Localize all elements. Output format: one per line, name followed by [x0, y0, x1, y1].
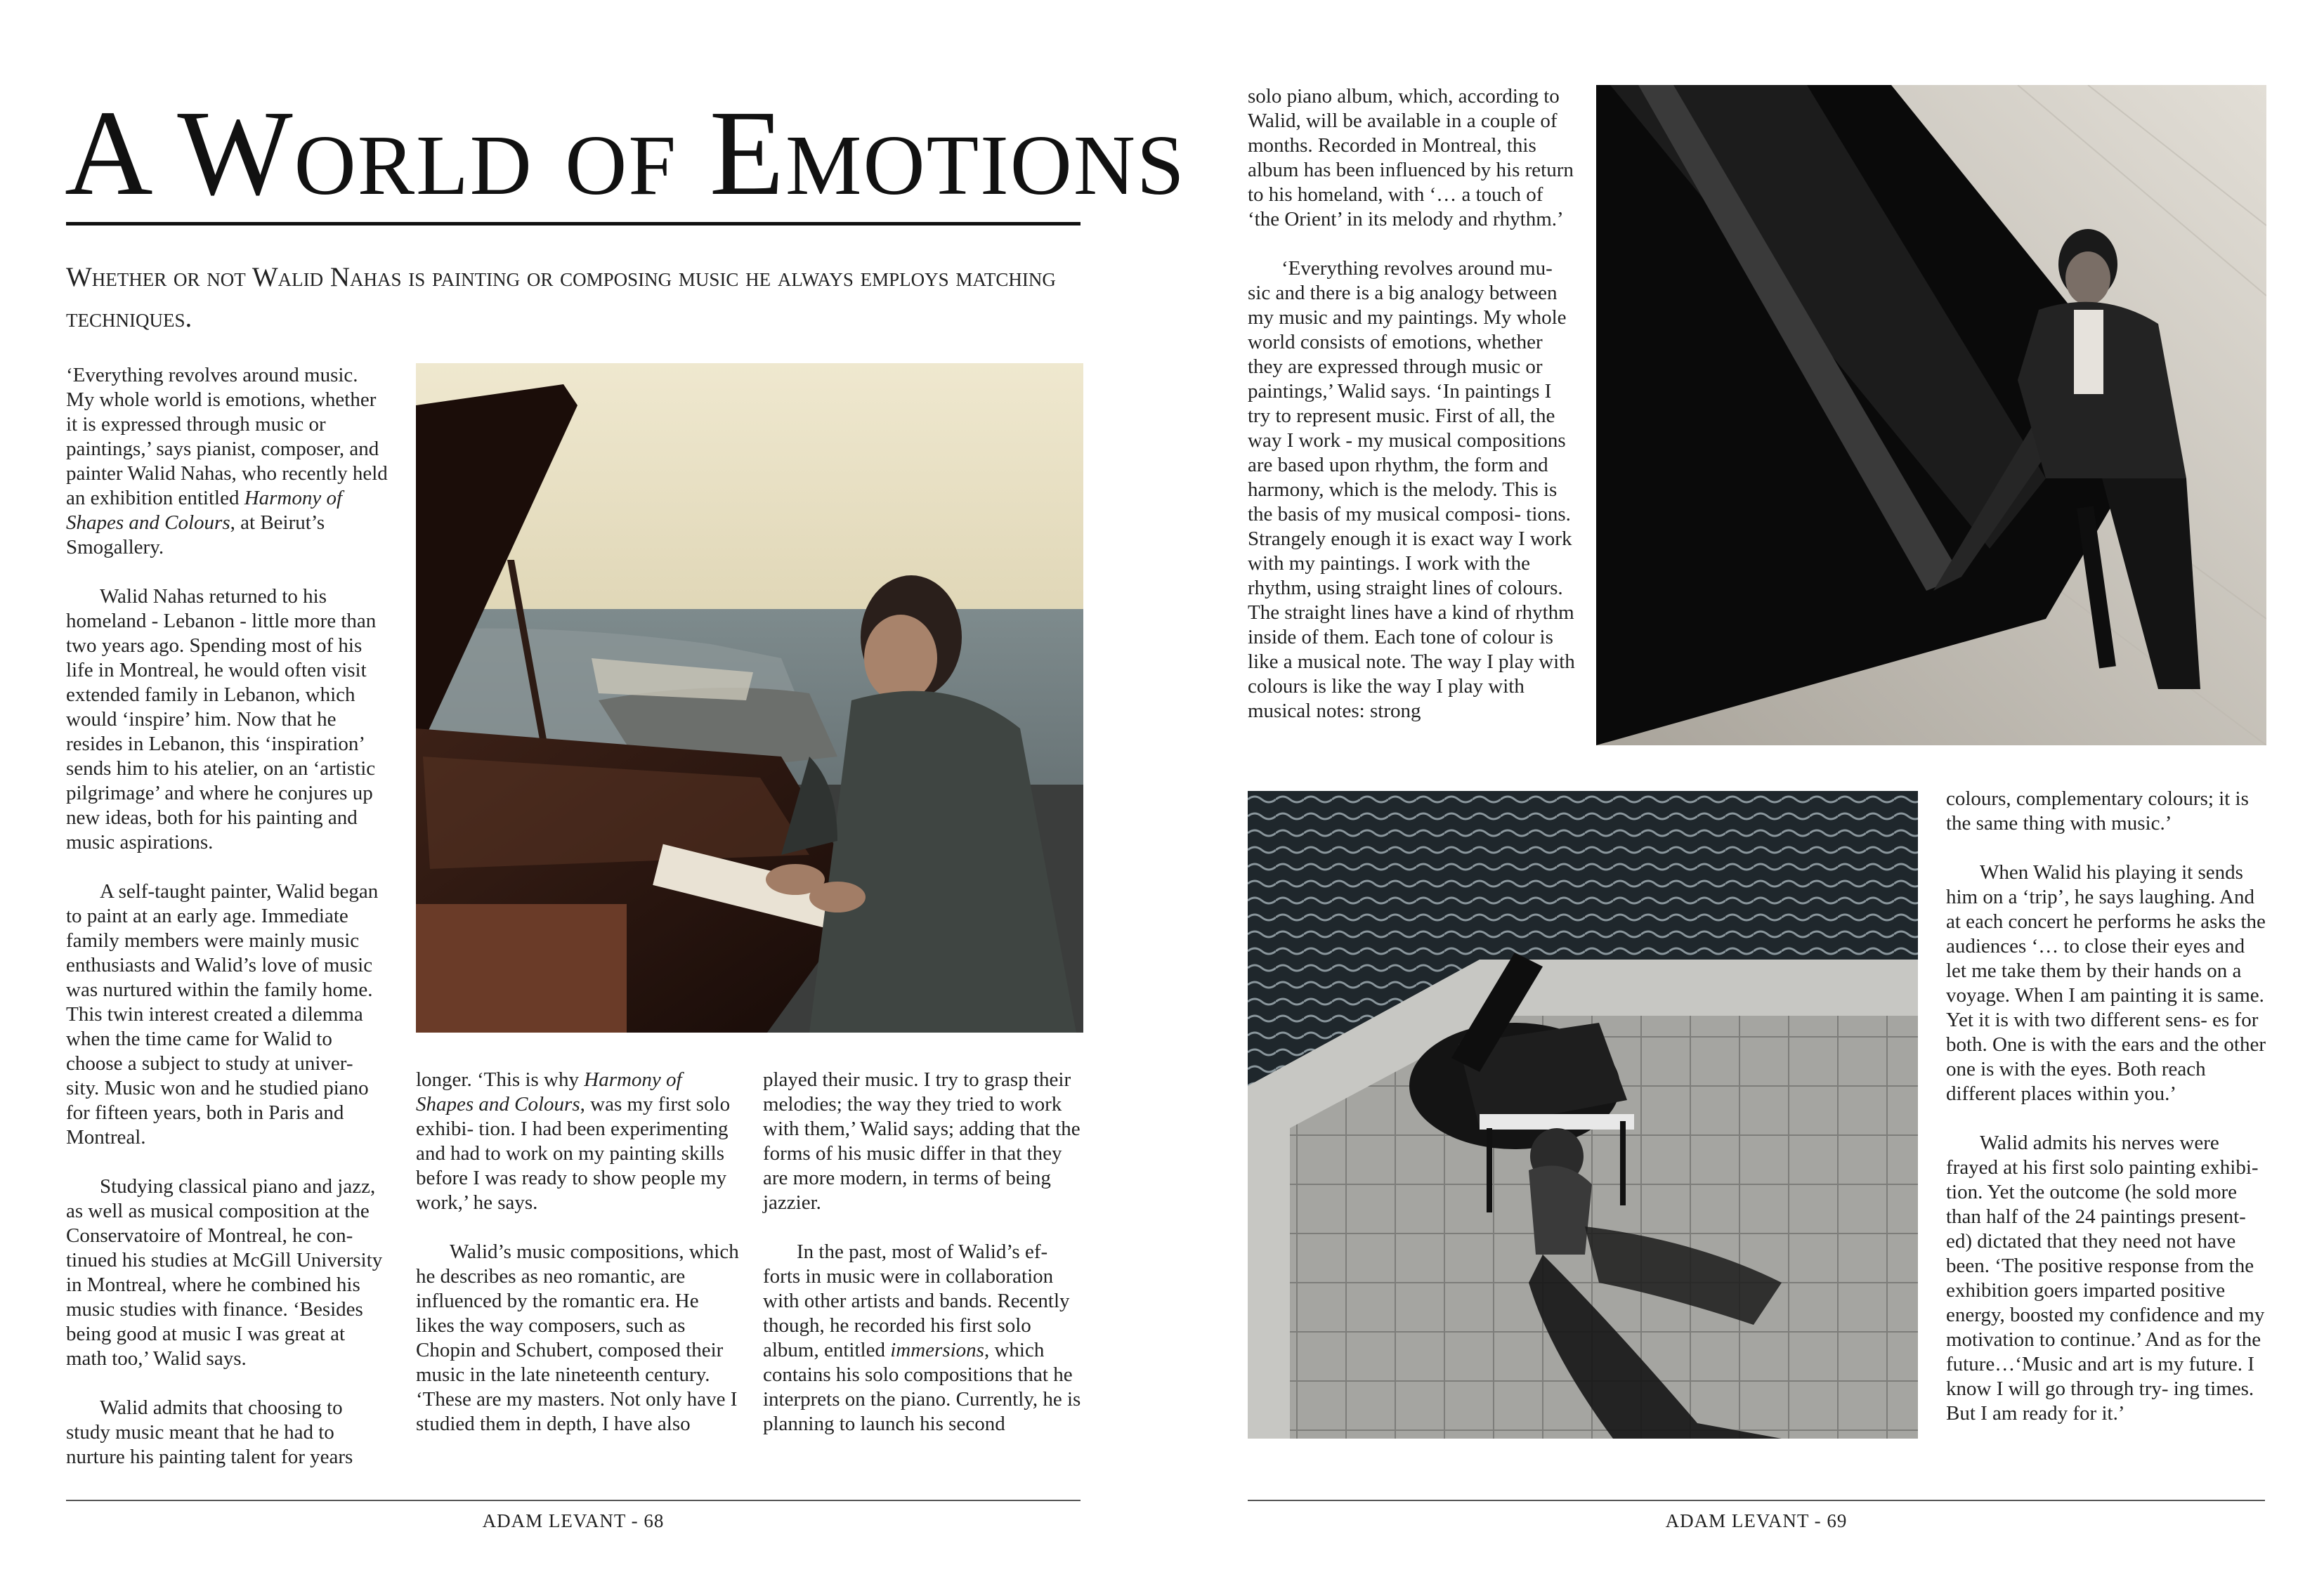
text-run: Walid admits that choosing to study music meant that he had to nurture his painting talent for years: [66, 1396, 353, 1468]
text-run: longer. ‘This is why: [416, 1068, 585, 1091]
text-run: ‘Everything revolves around mu- sic and there is a big analogy between my music and my paintings. My whole world consists of emotions, whether they are expressed through music or paintings,’ Walid says. ‘In paintings I try to represent music. First of all, the way I work - my musical compositions are based upon rhythm, the form and harmony, which is the melody. This is the basis of my musical composi- tions. Strangely enough it is exact way I work with my paintings. I work with the rhythm, using straight lines of colours. The straight lines have a kind of rhythm inside of them. Each tone of colour is like a musical note. The way I play with colours is like the way I play with musical notes: strong: [1248, 257, 1575, 722]
paragraph: [1946, 787, 2269, 836]
paragraph: [66, 363, 391, 560]
text-run: Studying classical piano and jazz, as well as musical composition at the Conservatoire of Montreal, he con- tinued his studies at McGill University in Montreal, where he combined his music studies with finance. ‘Besides being good at music I was great at math too,’ Walid says.: [66, 1175, 383, 1370]
article-title: A World of Emotions: [65, 85, 1186, 221]
paragraph: [1248, 256, 1578, 724]
left-column-1: [66, 363, 391, 1494]
paragraph: [66, 1174, 391, 1371]
italic-title: Harmony of Shapes and Colours: [66, 487, 343, 534]
text-run: In the past, most of Walid’s ef- forts in music were in collaboration with other artists and bands. Recently though, he recorded his first solo album, entitled: [763, 1241, 1070, 1361]
text-run: played their music. I try to grasp their melodies; the way they tried to work with them,’ Walid says; adding that the forms of his music differ in that they are more modern, in terms of being jazzier.: [763, 1068, 1081, 1214]
paragraph: [66, 879, 391, 1150]
right-column-2: [1946, 787, 2269, 1451]
text-run: , which contains his solo compositions that he interprets on the piano. Currently, he is planning to launch his second: [763, 1339, 1081, 1435]
photo-pianist-seaside: [416, 363, 1083, 1033]
left-page-number: ADAM LEVANT - 68: [482, 1510, 665, 1531]
right-page-number: ADAM LEVANT - 69: [1665, 1510, 1848, 1531]
paragraph: [763, 1240, 1086, 1437]
text-run: ‘Everything revolves around music. My whole world is emotions, whether it is expressed through music or paintings,’ says pianist, composer, and painter Walid Nahas, who recently held an exhibition entitled: [66, 364, 388, 509]
title-rule: [66, 222, 1081, 225]
text-run: Walid admits his nerves were frayed at his first solo painting exhibi- tion. Yet the outcome (he sold more than half of the 24 paintings present- ed) dictated that they need not have been. ‘The positive response from the exhibition goers imparted positive energy, boosted my confidence and my motivation to continue.’ And as for the future…‘Music and art is my future. I know I will go through try- ing times. But I am ready for it.’: [1946, 1132, 2265, 1425]
text-run: A self-taught painter, Walid began to paint at an early age. Immediate family members were mainly music enthusiasts and Walid’s love of music was nurtured within the family home. This twin interest created a dilemma when the time came for Walid to choose a subject to study at univer- sity. Music won and he studied piano for fifteen years, both in Paris and Montreal.: [66, 880, 379, 1149]
left-column-3: [763, 1068, 1086, 1461]
paragraph: [66, 584, 391, 855]
right-column-1: [1248, 84, 1578, 748]
paragraph: [1946, 861, 2269, 1106]
paragraph: [1248, 84, 1578, 232]
article-subtitle: Whether or not Walid Nahas is painting or composing music he always employs matching techniques.: [66, 262, 1056, 333]
text-run: Walid Nahas returned to his homeland - Lebanon - little more than two years ago. Spending most of his life in Montreal, he would often visit extended family in Lebanon, which would ‘inspire’ him. Now that he resides in Lebanon, this ‘inspiration’ sends him to his atelier, on an ‘artistic pilgrimage’ and where he conjures up new ideas, both for his painting and music aspirations.: [66, 585, 377, 853]
italic-title: Harmony of Shapes and Colours: [416, 1068, 682, 1115]
text-run: , was my first solo exhibi- tion. I had been experimenting and had to work on my painting skills before I was ready to show people my work,’ he says.: [416, 1093, 731, 1214]
text-run: Walid’s music compositions, which he describes as neo romantic, are influenced by the romantic era. He likes the way composers, such as Chopin and Schubert, composed their music in the late nineteenth century. ‘These are my masters. Not only have I studied them in depth, I have also: [416, 1241, 739, 1435]
photo-piano-on-deck: [1248, 791, 1918, 1439]
text-run: colours, complementary colours; it is the same thing with music.’: [1946, 787, 2249, 835]
right-footer-rule: [1248, 1500, 2265, 1501]
left-footer-rule: [66, 1500, 1081, 1501]
text-run: , at Beirut’s Smogallery.: [66, 511, 325, 558]
paragraph: [416, 1068, 739, 1215]
paragraph: [66, 1396, 391, 1470]
text-run: solo piano album, which, according to Walid, will be available in a couple of months. Recorded in Montreal, this album has been influenced by his return to his homeland, with ‘… a touch of ‘the Orient’ in its melody and rhythm.’: [1248, 85, 1574, 230]
text-run: When Walid his playing it sends him on a ‘trip’, he says laughing. And at each concert he performs he asks the audiences ‘… to close their eyes and let me take them by their hands on a voyage. When I am painting it is same. Yet it is with two different sens- es for both. One is with the ears and the other one is with the eyes. Both reach different places within you.’: [1946, 861, 2266, 1105]
paragraph: [763, 1068, 1086, 1215]
paragraph: [1946, 1131, 2269, 1426]
left-column-2: [416, 1068, 739, 1461]
italic-title: immersions: [890, 1339, 984, 1361]
paragraph: [416, 1240, 739, 1437]
photo-pianist-top-view: [1596, 85, 2266, 745]
